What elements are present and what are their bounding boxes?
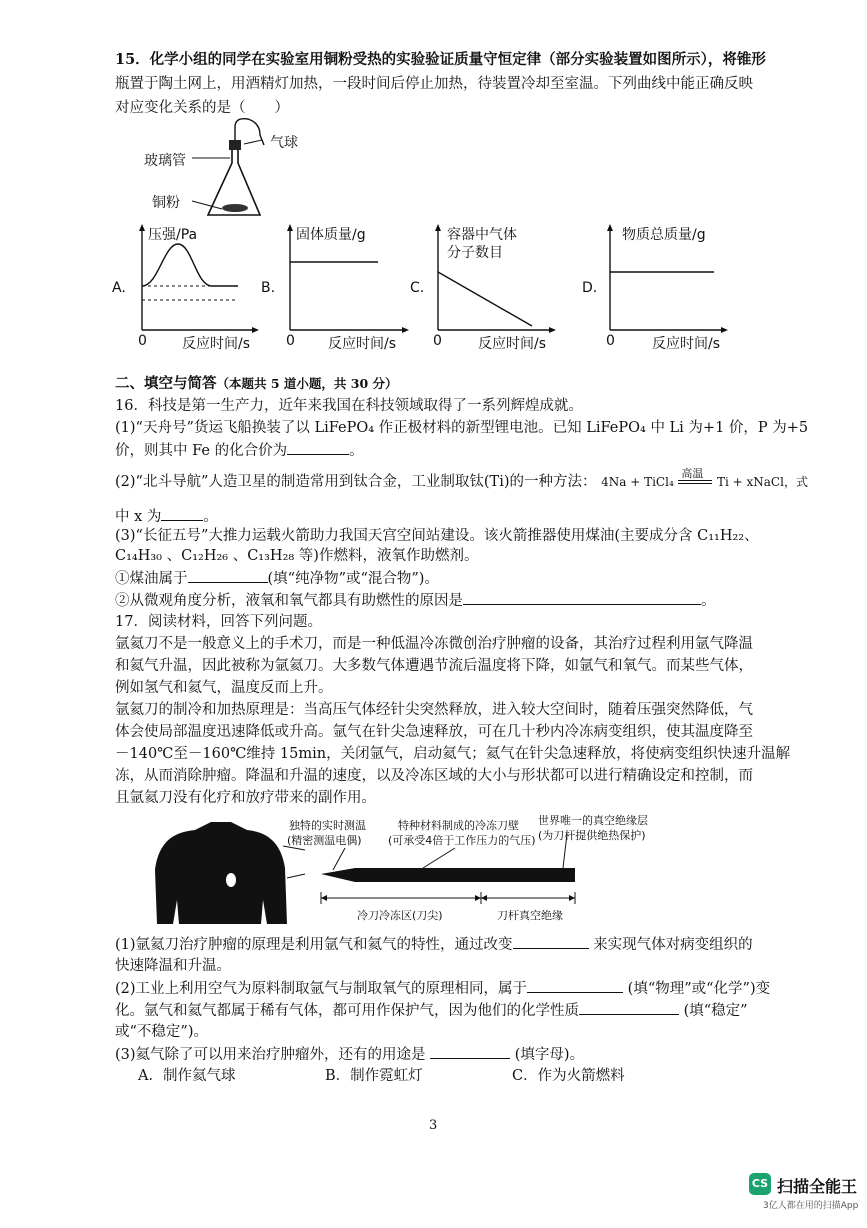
q16-p1b: 价，则其中 Fe 的化合价为 。 bbox=[115, 440, 364, 461]
fig-caption-3a: 世界唯一的真空绝缘层 bbox=[538, 814, 648, 827]
q17-m5: 体会使局部温度迅速降低或升高。氩气在针尖急速释放，可在几十秒内冷冻病变组织，使其温度降至 bbox=[115, 724, 753, 740]
q16-p2b: 中 x 为 。 bbox=[115, 506, 218, 527]
graph-d-ylabel: 物质总质量/g bbox=[622, 227, 706, 243]
graph-d-xlabel: 反应时间/s bbox=[652, 336, 721, 352]
option-b[interactable]: B．制作霓虹灯 bbox=[325, 1068, 423, 1084]
fig-zone-tip: 冷刀冷冻区(刀尖) bbox=[357, 909, 443, 922]
q16-s1: ①煤油属于 (填“纯净物”或“混合物”)。 bbox=[115, 568, 439, 589]
graph-a-origin: 0 bbox=[138, 333, 147, 349]
fig-caption-2b: (可承受4倍于工作压力的气压) bbox=[388, 834, 536, 847]
q16-p3b: C₁₄H₃₀ 、C₁₂H₂₆ 、C₁₃H₂₈ 等)作燃料，液氧作助燃剂。 bbox=[115, 548, 479, 564]
graph-a-ylabel: 压强/Pa bbox=[148, 227, 198, 243]
section-title: 二、填空与简答 bbox=[115, 375, 217, 392]
answer-blank-kerosene[interactable] bbox=[188, 568, 268, 583]
option-d-label: D. bbox=[582, 280, 598, 296]
equation-arrow bbox=[678, 467, 712, 484]
graph-c-xlabel: 反应时间/s bbox=[478, 336, 547, 352]
q15-line1: 15．化学小组的同学在实验室用铜粉受热的实验验证质量守恒定律（部分实验装置如图所示），将锥形 bbox=[115, 51, 766, 68]
fig-caption-1a: 独特的实时测温 bbox=[289, 819, 366, 832]
answer-blank-principle[interactable] bbox=[513, 934, 589, 949]
q17-a2a: (2)工业上利用空气为原料制取氩气与制取氧气的原理相同，属于 (填“物理”或“化学”)变 bbox=[115, 978, 770, 999]
q16-p2a: (2)“北斗导航”人造卫星的制造常用到钛合金，工业制取钛(Ti)的一种方法： 4Na + TiCl₄ 高温 Ti + xNaCl，式 bbox=[115, 472, 808, 492]
graph-c-ylabel-1: 容器中气体 bbox=[447, 227, 517, 243]
q16-p3a: (3)“长征五号”大推力运载火箭助力我国天宫空间站建设。该火箭推器使用煤油(主要成分含 C₁₁H₂₂、 bbox=[115, 528, 759, 544]
q16-p1a: (1)“天舟号”货运飞船换装了以 LiFePO₄ 作正极材料的新型锂电池。已知 LiFePO₄ 中 Li 为+1 价，P 为+5 bbox=[115, 420, 809, 436]
answer-blank-stability[interactable] bbox=[579, 1000, 679, 1015]
option-a-label: A. bbox=[112, 280, 126, 296]
apparatus-leader-lines bbox=[186, 138, 276, 218]
q17-m6: －140℃至－160℃维持 15min，关闭氩气，启动氦气；氦气在针尖急速释放，将使病变组织快速升温解 bbox=[115, 746, 791, 762]
q15-line2: 瓶置于陶土网上，用酒精灯加热，一段时间后停止加热，待装置冷却至室温。下列曲线中能正确反映 bbox=[115, 76, 753, 92]
graph-d-origin: 0 bbox=[606, 333, 615, 349]
q17-intro: 17．阅读材料，回答下列问题。 bbox=[115, 614, 322, 630]
q16-intro: 16．科技是第一生产力，近年来我国在科技领域取得了一系列辉煌成就。 bbox=[115, 398, 583, 414]
graph-b-origin: 0 bbox=[286, 333, 295, 349]
option-c-label: C. bbox=[410, 280, 425, 296]
option-b-label: B. bbox=[261, 280, 276, 296]
q15-line3: 对应变化关系的是（ ） bbox=[115, 100, 289, 116]
graph-c-origin: 0 bbox=[433, 333, 442, 349]
answer-blank-change-type[interactable] bbox=[527, 978, 623, 993]
answer-blank-helium-use[interactable] bbox=[430, 1044, 510, 1059]
q17-m2: 和氦气升温，因此被称为氩氦刀。大多数气体遭遇节流后温度将下降，如氩气和氧气。而某些气体， bbox=[115, 658, 753, 674]
section-heading bbox=[115, 374, 398, 394]
section-note: （本题共 5 道小题，共 30 分） bbox=[216, 376, 398, 391]
q17-m1: 氩氦刀不是一般意义上的手术刀，而是一种低温冷冻微创治疗肿瘤的设备，其治疗过程利用氩气降温 bbox=[115, 636, 753, 652]
q17-m7: 冻，从而消除肿瘤。降温和升温的速度，以及冷冻区域的大小与形状都可以进行精确设定和控制，而 bbox=[115, 768, 753, 784]
answer-blank-x[interactable] bbox=[161, 506, 203, 521]
q17-a1c: 快速降温和升温。 bbox=[115, 958, 231, 974]
q17-m4: 氩氦刀的制冷和加热原理是：当高压气体经针尖突然释放，进入较大空间时，随着压强突然降低，气 bbox=[115, 702, 753, 718]
answer-blank-micro[interactable] bbox=[463, 590, 701, 605]
fig-caption-2a: 特种材料制成的冷冻刀壁 bbox=[398, 819, 519, 832]
option-c[interactable]: C．作为火箭燃料 bbox=[512, 1068, 625, 1084]
q17-a2c: 化。氩气和氦气都属于稀有气体，都可用作保护气，因为他们的化学性质 (填“稳定” bbox=[115, 1000, 748, 1021]
copper-powder-label: 铜粉 bbox=[152, 195, 180, 211]
equation-right: Ti + xNaCl，式 bbox=[716, 475, 808, 489]
q16-s2: ②从微观角度分析，液氧和氧气都具有助燃性的原因是 。 bbox=[115, 590, 716, 611]
q17-m3: 例如氢气和氦气，温度反而上升。 bbox=[115, 680, 333, 696]
option-a[interactable]: A．制作氦气球 bbox=[138, 1068, 236, 1084]
fig-zone-shaft: 刀杆真空绝缘 bbox=[497, 909, 563, 922]
fig-caption-3b: (为刀杆提供绝热保护) bbox=[538, 829, 646, 842]
brand-tagline: 3亿人都在用的扫描App bbox=[763, 1201, 859, 1211]
q17-a1a: (1)氩氦刀治疗肿瘤的原理是利用氩气和氦气的特性，通过改变 来实现气体对病变组织的 bbox=[115, 934, 753, 955]
answer-blank-fe-valence[interactable] bbox=[287, 440, 349, 455]
graph-b-ylabel: 固体质量/g bbox=[296, 227, 366, 243]
brand-name: 扫描全能王 bbox=[777, 1177, 858, 1196]
q17-m8: 且氩氦刀没有化疗和放疗带来的副作用。 bbox=[115, 790, 376, 806]
graph-c-ylabel-2: 分子数目 bbox=[447, 245, 503, 261]
page-number: 3 bbox=[429, 1118, 438, 1133]
fig-caption-1b: (精密测温电偶) bbox=[287, 834, 362, 847]
graph-a-xlabel: 反应时间/s bbox=[182, 336, 251, 352]
glass-tube-label: 玻璃管 bbox=[144, 153, 186, 169]
equation-left: 4Na + TiCl₄ bbox=[601, 475, 674, 489]
camscanner-logo: CS bbox=[749, 1173, 771, 1195]
graph-b-xlabel: 反应时间/s bbox=[328, 336, 397, 352]
q17-a2e: 或“不稳定”)。 bbox=[115, 1024, 208, 1040]
equation-condition: 高温 bbox=[681, 467, 704, 480]
q17-a3a: (3)氦气除了可以用来治疗肿瘤外，还有的用途是 (填字母)。 bbox=[115, 1044, 584, 1065]
balloon-label: 气球 bbox=[270, 135, 298, 151]
